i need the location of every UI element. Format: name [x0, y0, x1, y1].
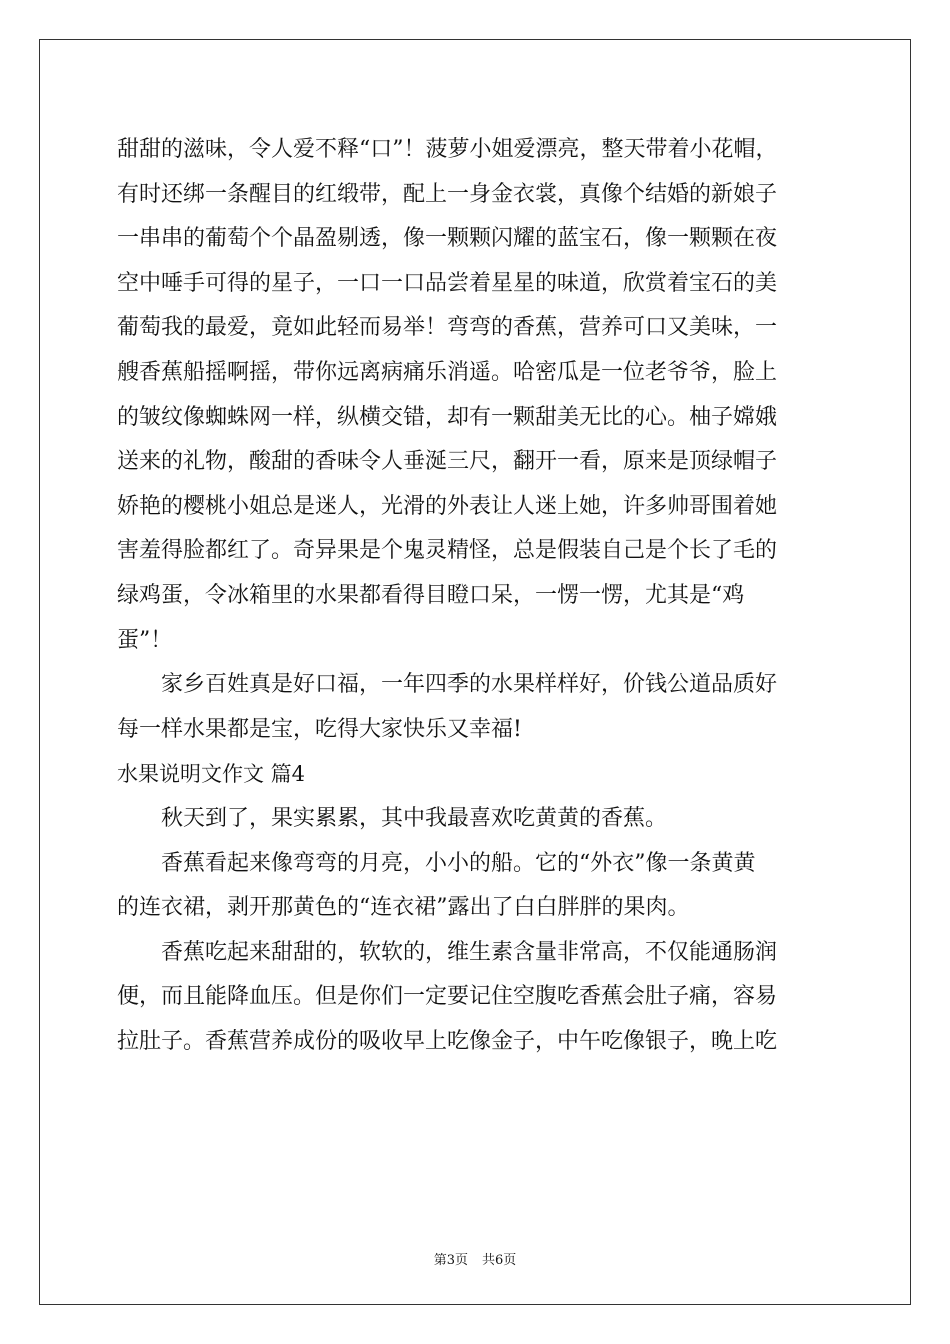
- page-number: 第3页: [433, 1253, 468, 1268]
- text-line: 绿鸡蛋，令冰箱里的水果都看得目瞪口呆，一愣一愣，尤其是“鸡: [117, 582, 745, 608]
- text-line: 便，而且能降血压。但是你们一定要记住空腹吃香蕉会肚子痛，容易: [117, 984, 778, 1010]
- paragraph-start-line: 香蕉吃起来甜甜的，软软的，维生素含量非常高，不仅能通肠润: [161, 939, 778, 965]
- text-line: 送来的礼物，酸甜的香味令人垂涎三尺，翻开一看，原来是顶绿帽子: [117, 449, 778, 475]
- text-line: 艘香蕉船摇啊摇，带你远离病痛乐消遥。哈密瓜是一位老爷爷，脸上: [117, 359, 778, 385]
- paragraph-start-line: 香蕉看起来像弯弯的月亮，小小的船。它的“外衣”像一条黄黄: [161, 850, 756, 876]
- text-line: 每一样水果都是宝，吃得大家快乐又幸福!: [117, 716, 522, 742]
- paragraph-start-line: 家乡百姓真是好口福，一年四季的水果样样好，价钱公道品质好: [161, 672, 778, 698]
- paragraph-start-line: 秋天到了，果实累累，其中我最喜欢吃黄黄的香蕉。: [161, 805, 668, 831]
- section-heading: 水果说明文作文 篇4: [117, 762, 306, 787]
- text-line: 一串串的葡萄个个晶盈剔透，像一颗颗闪耀的蓝宝石，像一颗颗在夜: [117, 226, 778, 252]
- text-line: 害羞得脸都红了。奇异果是个鬼灵精怪，总是假装自己是个长了毛的: [117, 538, 778, 564]
- text-line: 娇艳的樱桃小姐总是迷人，光滑的外表让人迷上她，许多帅哥围着她: [117, 493, 778, 519]
- page-footer: [0, 1249, 950, 1268]
- text-line: 葡萄我的最爱，竟如此轻而易举！弯弯的香蕉，营养可口又美味，一: [117, 315, 778, 341]
- text-line: 的连衣裙，剥开那黄色的“连衣裙”露出了白白胖胖的果肉。: [117, 895, 690, 921]
- text-line: 有时还绑一条醒目的红缎带，配上一身金衣裳，真像个结婚的新娘子: [117, 181, 778, 207]
- text-line: 蛋”！: [117, 627, 173, 653]
- text-line: 甜甜的滋味，令人爱不释“口”！菠萝小姐爱漂亮，整天带着小花帽，: [117, 137, 778, 162]
- page-total: 共6页: [482, 1253, 517, 1268]
- text-line: 拉肚子。香蕉营养成份的吸收早上吃像金子，中午吃像银子，晚上吃: [117, 1028, 778, 1054]
- text-line: 空中唾手可得的星子，一口一口品尝着星星的味道，欣赏着宝石的美: [117, 270, 778, 296]
- document-body: [117, 128, 833, 1064]
- text-line: 的皱纹像蜘蛛网一样，纵横交错，却有一颗甜美无比的心。柚子嫦娥: [117, 404, 778, 430]
